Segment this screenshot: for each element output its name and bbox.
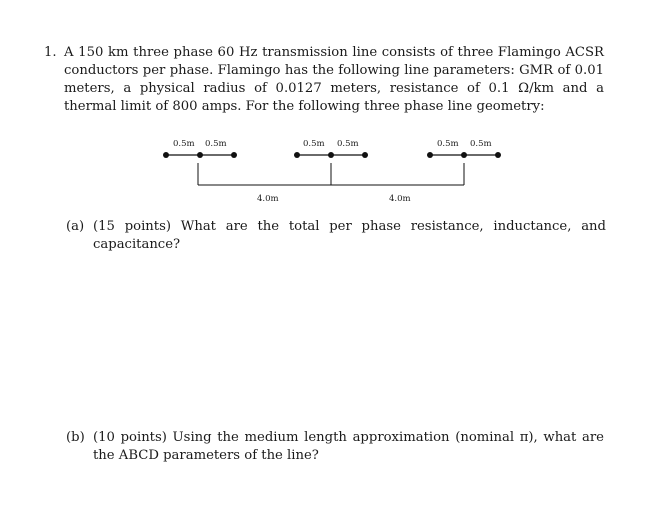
conductor: [294, 152, 300, 158]
bundle-spacing-label: 0.5m: [337, 139, 359, 149]
part-b-letter: (b): [66, 430, 85, 445]
part-b-question: (10 points) Using the medium length approximation (nominal π), what are the ABCD parameters of the line?: [93, 430, 604, 463]
phase-c-bundle: [427, 139, 501, 158]
part-a-question: (15 points) What are the total per phase resistance, inductance, and capacitance?: [93, 219, 606, 252]
conductor: [163, 152, 169, 158]
conductor: [427, 152, 433, 158]
bundle-spacing-label: 0.5m: [205, 139, 227, 149]
conductor: [328, 152, 334, 158]
conductor: [495, 152, 501, 158]
part-b: [66, 429, 604, 465]
phase-spacing-label: 4.0m: [389, 194, 411, 204]
conductor: [231, 152, 237, 158]
bundle-spacing-label: 0.5m: [303, 139, 325, 149]
bundle-spacing-label: 0.5m: [173, 139, 195, 149]
part-a-letter: (a): [66, 219, 85, 234]
part-a: [66, 218, 606, 254]
bundle-spacing-label: 0.5m: [437, 139, 459, 149]
problem-statement: A 150 km three phase 60 Hz transmission line consists of three Flamingo ACSR conductors per phase. Flamingo has the following line parameters: GMR of 0.01 meters, a physical radius of 0.0127 meters, resistance of 0.1 Ω/km and a thermal limit of 800 amps. For the following three phase line geometry:: [64, 45, 604, 114]
conductor: [461, 152, 467, 158]
phase-a-bundle: [163, 139, 237, 158]
phase-spacing-label: 4.0m: [257, 194, 279, 204]
phase-spacing-dimension: [198, 163, 464, 204]
phase-b-bundle: [294, 139, 368, 158]
bundle-spacing-label: 0.5m: [470, 139, 492, 149]
problem-number: 1.: [44, 45, 57, 60]
conductor: [197, 152, 203, 158]
conductor: [362, 152, 368, 158]
